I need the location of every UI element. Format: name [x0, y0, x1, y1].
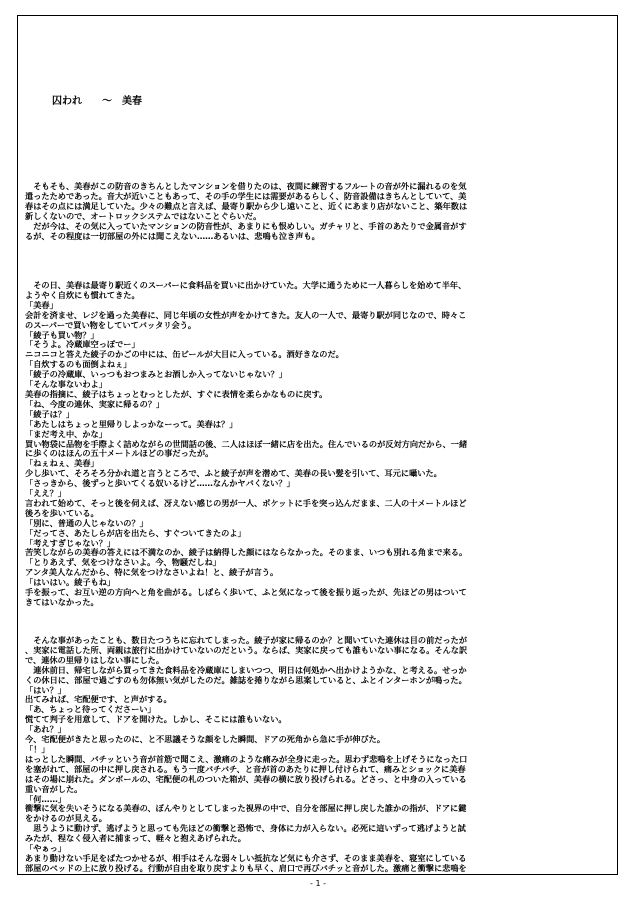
text-line: 「！」	[25, 744, 50, 754]
text-line: あまり動けない手足をばたつかせるが、相手はそんな弱々しい抵抗など気にも介さず、そのまま美春を、寝室にしている	[25, 853, 467, 863]
text-line: 美春の指摘に、綾子はちょっとむっとしたが、すぐに表情を柔らかなものに戻す。	[25, 389, 328, 399]
text-line: そんな事があったことも、数日たつうちに忘れてしまった。綾子が家に帰るのか？と聞いていた連休は目の前だったが	[25, 636, 468, 645]
text-line: くの休日に、部屋で過ごすのも勿体無い気がしたのだ。雑誌を捲りながら思案していると、ふとインターホンが鳴った。	[25, 675, 467, 685]
text-line: 「とりあえず、気をつけなさいよ。今、物騒だしね」	[25, 558, 221, 568]
text-line: はっとした瞬間、バチッという音が首筋で聞こえ、激痛のような痛みが全身に走った。思わず悲鳴を上げそうになった口	[25, 754, 468, 764]
document-title: 囚われ ～ 美春	[52, 96, 142, 107]
text-line: 手を振って、お互い逆の方向へと角を曲がる。しばらく歩いて、ふと気になって後を振り返ったが、先ほどの男はついて	[25, 588, 467, 598]
text-line: るが、その程度は一切部屋の外には聞こえない……あるいは、悲鳴も泣き声も。	[25, 231, 320, 241]
text-line: ニコニコと答えた綾子のかごの中には、缶ビールが大目に入っている。酒好きなのだ。	[25, 350, 344, 360]
text-line: 「何……」	[25, 794, 66, 804]
text-line: 「あたしはちょっと里帰りしよっかなーって。美春は？」	[25, 419, 238, 429]
text-line: 今、宅配便がきたと思ったのに、と不思議そうな顔をした瞬間、ドアの死角から急に手が伸びた。	[25, 735, 386, 745]
text-line: 言われて始めて、そっと後を伺えば、冴えない感じの男が一人、ポケットに手を突っ込んだまま、二人の十メートルほど	[25, 498, 467, 508]
text-line: 「自炊するのも面倒よねぇ」	[25, 360, 132, 370]
text-line: 買い物袋に品物を手際よく詰めながらの世間話の後、二人はほぼ一緒に店を出た。住んでいるのが反対方向だから、一緒	[25, 439, 468, 449]
text-line: 「さっきから、後ずっと歩いてくる奴いるけど……なんかヤバくない？」	[25, 479, 295, 489]
text-line: のスーパーで買い物をしていてバッタリ会う。	[25, 320, 197, 330]
text-line: 重い音がした。	[25, 784, 83, 794]
text-line: 「そんな事ないわよ」	[25, 380, 107, 390]
paragraph-intruder	[25, 636, 613, 874]
text-line: 、実家に電話した所、両親は旅行に出かけていないのだという。ならば、実家に戻っても誰もいない事になる。そんな訳	[25, 645, 468, 655]
text-line: 会計を済ませ、レジを過った美春に、同じ年頃の女性が声をかけてきた。友人の一人で、最寄り駅が同じなので、時々こ	[25, 310, 467, 320]
page-number: - 1 -	[310, 879, 326, 888]
text-line: みたが、程なく侵入者に捕まって、軽々と抱えあげられた。	[25, 834, 246, 844]
text-line: 「やぁっ」	[25, 844, 66, 854]
text-line: に歩くのはほんの五十メートルほどの事だったが。	[25, 449, 214, 459]
text-line: 「はいはい。綾子もね」	[25, 578, 116, 588]
text-line: 「あれ？」	[25, 725, 66, 735]
text-line: そもそも、美春がこの防音のきちんとしたマンションを借りたのは、夜間に練習するフルートの音が外に漏れるのを気	[25, 182, 467, 191]
text-line: ようやく自炊にも慣れてきた。	[25, 290, 140, 300]
text-line: アンタ美人なんだから、特に気をつけなさいよね！と、綾子が言う。	[25, 568, 279, 578]
text-line: 春はその点には満足していた。少々の難点と言えば、最寄り駅から少し遠いこと、近くにあまり店がないこと、築年数は	[25, 201, 468, 211]
text-line: その日、美春は最寄り駅近くのスーパーに食料品を買いに出かけていた。大学に通うために一人暮らしを始めて半年、	[25, 281, 467, 290]
text-line: 後ろを歩いている。	[25, 508, 99, 518]
text-line: 「そうよ。冷蔵庫空っぽでー」	[25, 340, 140, 350]
text-line: 部屋のベッドの上に放り投げる。行動が自由を取り戻すよりも早く、肩口で再びバチッと音がした。激痛と衝撃に悲鳴を	[25, 863, 467, 873]
text-line: 「だってさ、あたしらが店を出たら、すぐついてきたのよ」	[25, 528, 246, 538]
text-line: きてはいなかった。	[25, 598, 99, 607]
text-line: 「ね、今度の連休、実家に帰るの？」	[25, 399, 165, 409]
text-line: 新しくないので、オートロックシステムではないことぐらいだ。	[25, 211, 262, 221]
text-line: 慌てて判子を用意して、ドアを開けた。しかし、そこには誰もいない。	[25, 715, 287, 725]
text-line: 「ねぇねぇ、美春」	[25, 459, 99, 469]
text-line: 「まだ考え中、かな」	[25, 429, 107, 439]
paragraph-supermarket	[25, 281, 613, 608]
text-line: 「考えすぎじゃない？」	[25, 538, 116, 548]
text-line: 「綾子は？」	[25, 409, 75, 419]
text-line: はその場に崩れた。ダンボールの、宅配便の札のついた箱が、美春の横に放り投げられる。どさっ、と中身の入っている	[25, 774, 467, 784]
text-line: 遣ったためであった。音大が近いこともあって、その手の学生には需要があるらしく、防音設備はきちんとしていて、美	[25, 191, 467, 201]
text-line: 苦笑しながらの美春の答えには不満なのか、綾子は納得した顔にはならなかった。そのまま、いつも別れる角まで来る。	[25, 548, 468, 558]
text-line: 少し歩いて、そろそろ分かれ道と言うところで、ふと綾子が声を潜めて、美春の長い髪を引いて、耳元に囁いた。	[25, 469, 442, 479]
text-line: 「美春」	[25, 300, 58, 310]
text-line: 思うように動けず、逃げようと思っても先ほどの衝撃と恐怖で、身体に力が入らない。必死に這いずって逃げようと試	[25, 824, 466, 834]
text-line: 「綾子の冷蔵庫、いっつもおつまみとお酒しか入ってないじゃない？」	[25, 370, 287, 380]
text-line: 「ええ？」	[25, 489, 66, 499]
text-line: だが今は、その気に入っていたマンションの防音性が、あまりにも恨めしい。ガチャリと、手首のあたりで金属音がす	[25, 221, 467, 231]
text-line: 「綾子も買い物？」	[25, 330, 99, 340]
text-line: で、連休の里帰りはしない事にした。	[25, 655, 165, 665]
paragraph-intro	[25, 182, 613, 241]
text-line: 連休前日、帰宅しながら買ってきた食料品を冷蔵庫にしまいつつ、明日は何処かへ出かけようかな、と考える。せっか	[25, 665, 467, 675]
text-line: 「はい？」	[25, 685, 66, 695]
text-line: 出てみれば、宅配便です、と声がする。	[25, 695, 172, 705]
text-line: 衝撃に気を失いそうになる美春の、ぼんやりとしてしまった視界の中で、自分を部屋に押し戻した誰かの指が、ドアに鍵	[25, 804, 467, 814]
text-line: 「あ、ちょっと待ってくださーい」	[25, 705, 156, 715]
text-line: をかけるのが見える。	[25, 814, 107, 824]
text-line: を塞がれて、部屋の中に押し戻される。もう一度バチバチ、と音が首のあたりに押し付けられて、痛みとショックに美春	[25, 764, 466, 774]
text-line: 「別に、普通の人じゃないの？」	[25, 518, 148, 528]
